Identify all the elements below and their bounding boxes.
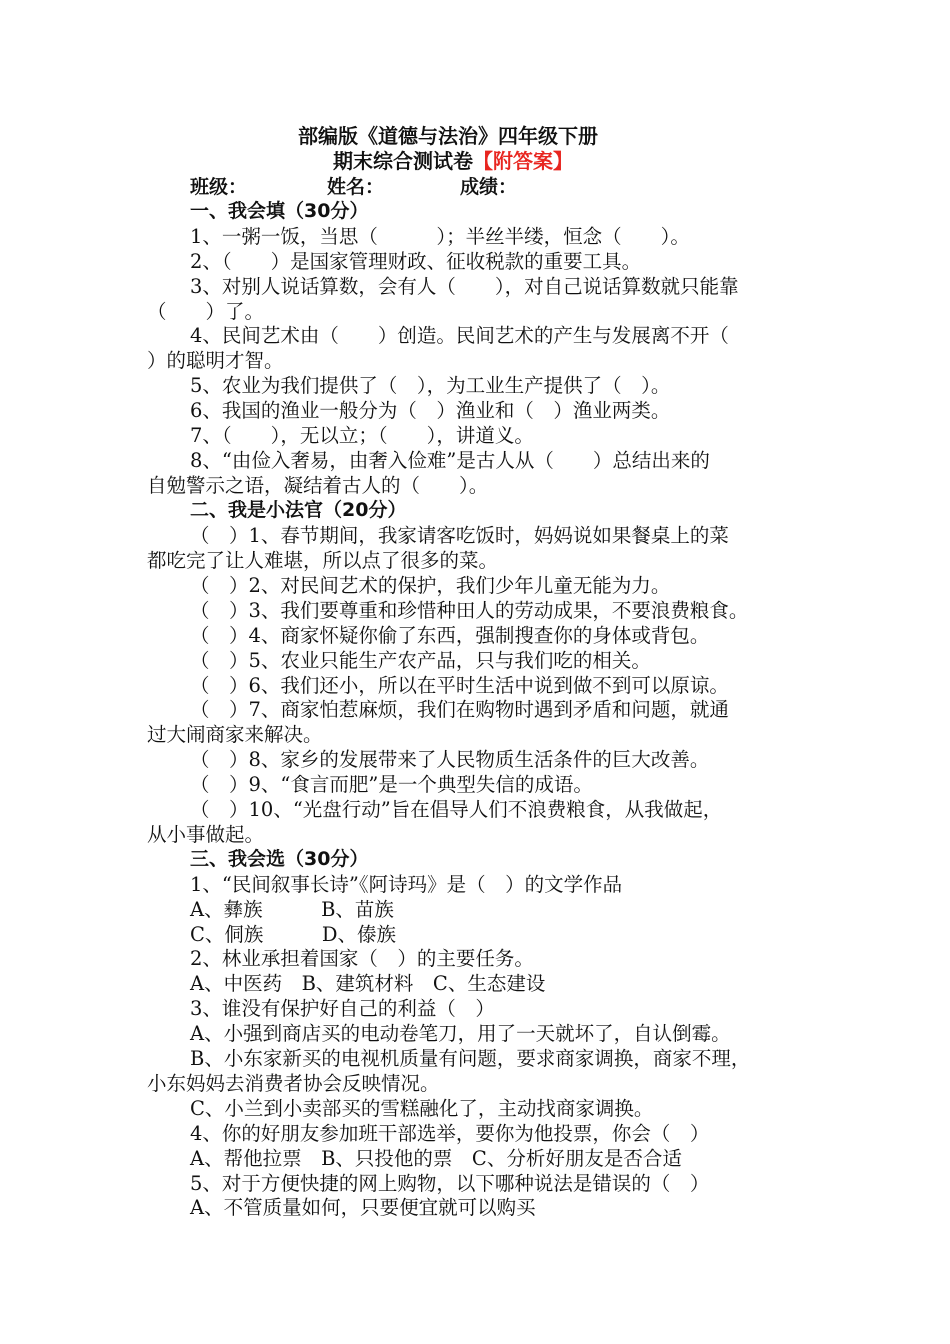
judge-question-5: （ ）5、农业只能生产农产品，只与我们吃的相关。: [190, 649, 651, 672]
judge-question-3: （ ）3、我们要尊重和珍惜种田人的劳动成果，不要浪费粮食。: [190, 599, 749, 622]
judge-question-8: （ ）8、家乡的发展带来了人民物质生活条件的巨大改善。: [190, 748, 710, 771]
judge-question-10: （ ）10、“光盘行动”旨在倡导人们不浪费粮食，从我做起，: [190, 798, 723, 821]
section-3-heading: 三、我会选（30分）: [190, 848, 369, 870]
fill-question-3: 3、对别人说话算数，会有人（ ），对自己说话算数就只能靠: [190, 275, 739, 298]
doc-title-line2: [333, 149, 573, 174]
fill-question-6: 6、我国的渔业一般分为（ ）渔业和（ ）渔业两类。: [190, 399, 671, 422]
choice-4-options: A、帮他拉票 B、只投他的票 C、分析好朋友是否合适: [190, 1147, 682, 1170]
fill-question-8: 8、“由俭入奢易，由奢入俭难”是古人从（ ）总结出来的: [190, 449, 710, 472]
section-1-heading: 一、我会填（30分）: [190, 200, 369, 222]
choice-3-option-b: B、小东家新买的电视机质量有问题，要求商家调换，商家不理，: [190, 1047, 751, 1070]
fill-question-8-cont: 自勉警示之语，凝结着古人的（ ）。: [147, 474, 489, 497]
choice-1-options-ab: A、彝族 B、苗族: [190, 898, 394, 921]
choice-question-2: 2、林业承担着国家（ ）的主要任务。: [190, 947, 534, 970]
answer-key-tag: 【附答案】: [473, 149, 573, 173]
choice-2-options: A、中医药 B、建筑材料 C、生态建设: [190, 972, 546, 995]
choice-3-option-a: A、小强到商店买的电动卷笔刀，用了一天就坏了，自认倒霉。: [190, 1022, 731, 1045]
name-label: 姓名：: [327, 176, 385, 198]
fill-question-1: 1、一粥一饭，当思（ ）；半丝半缕，恒念（ ）。: [190, 225, 690, 248]
choice-question-1: 1、“民间叙事长诗”《阿诗玛》是（ ）的文学作品: [190, 873, 623, 896]
section-2-heading: 二、我是小法官（20分）: [190, 499, 407, 521]
judge-question-6: （ ）6、我们还小，所以在平时生活中说到做不到可以原谅。: [190, 674, 729, 697]
fill-question-7: 7、（ ），无以立；（ ），讲道义。: [190, 424, 534, 447]
choice-5-option-a: A、不管质量如何，只要便宜就可以购买: [190, 1196, 536, 1219]
judge-question-1-cont: 都吃完了让人难堪，所以点了很多的菜。: [147, 549, 499, 572]
fill-question-4-cont: ）的聪明才智。: [147, 349, 284, 372]
judge-question-2: （ ）2、对民间艺术的保护，我们少年儿童无能为力。: [190, 574, 671, 597]
choice-1-options-cd: C、侗族 D、傣族: [190, 923, 397, 946]
doc-title-main: 期末综合测试卷: [333, 149, 473, 173]
fill-question-2: 2、（ ）是国家管理财政、征收税款的重要工具。: [190, 250, 642, 273]
score-label: 成绩：: [460, 176, 518, 198]
judge-question-9: （ ）9、“食言而肥”是一个典型失信的成语。: [190, 773, 593, 796]
judge-question-7: （ ）7、商家怕惹麻烦，我们在购物时遇到矛盾和问题，就通: [190, 698, 729, 721]
class-label: 班级：: [190, 176, 248, 198]
judge-question-1: （ ）1、春节期间，我家请客吃饭时，妈妈说如果餐桌上的菜: [190, 524, 729, 547]
judge-question-4: （ ）4、商家怀疑你偷了东西，强制搜查你的身体或背包。: [190, 624, 710, 647]
choice-question-5: 5、对于方便快捷的网上购物，以下哪种说法是错误的（ ）: [190, 1172, 710, 1195]
fill-question-3-cont: （ ）了。: [147, 300, 265, 323]
choice-3-option-b-cont: 小东妈妈去消费者协会反映情况。: [147, 1072, 440, 1095]
choice-question-3: 3、谁没有保护好自己的利益（ ）: [190, 997, 495, 1020]
choice-3-option-c: C、小兰到小卖部买的雪糕融化了，主动找商家调换。: [190, 1097, 654, 1120]
judge-question-7-cont: 过大闹商家来解决。: [147, 723, 323, 746]
choice-question-4: 4、你的好朋友参加班干部选举，要你为他投票，你会（ ）: [190, 1122, 710, 1145]
judge-question-10-cont: 从小事做起。: [147, 823, 265, 846]
fill-question-5: 5、农业为我们提供了（ ），为工业生产提供了（ ）。: [190, 374, 671, 397]
fill-question-4: 4、民间艺术由（ ）创造。民间艺术的产生与发展离不开（: [190, 324, 729, 347]
doc-title-line1: 部编版《道德与法治》四年级下册: [298, 124, 598, 148]
